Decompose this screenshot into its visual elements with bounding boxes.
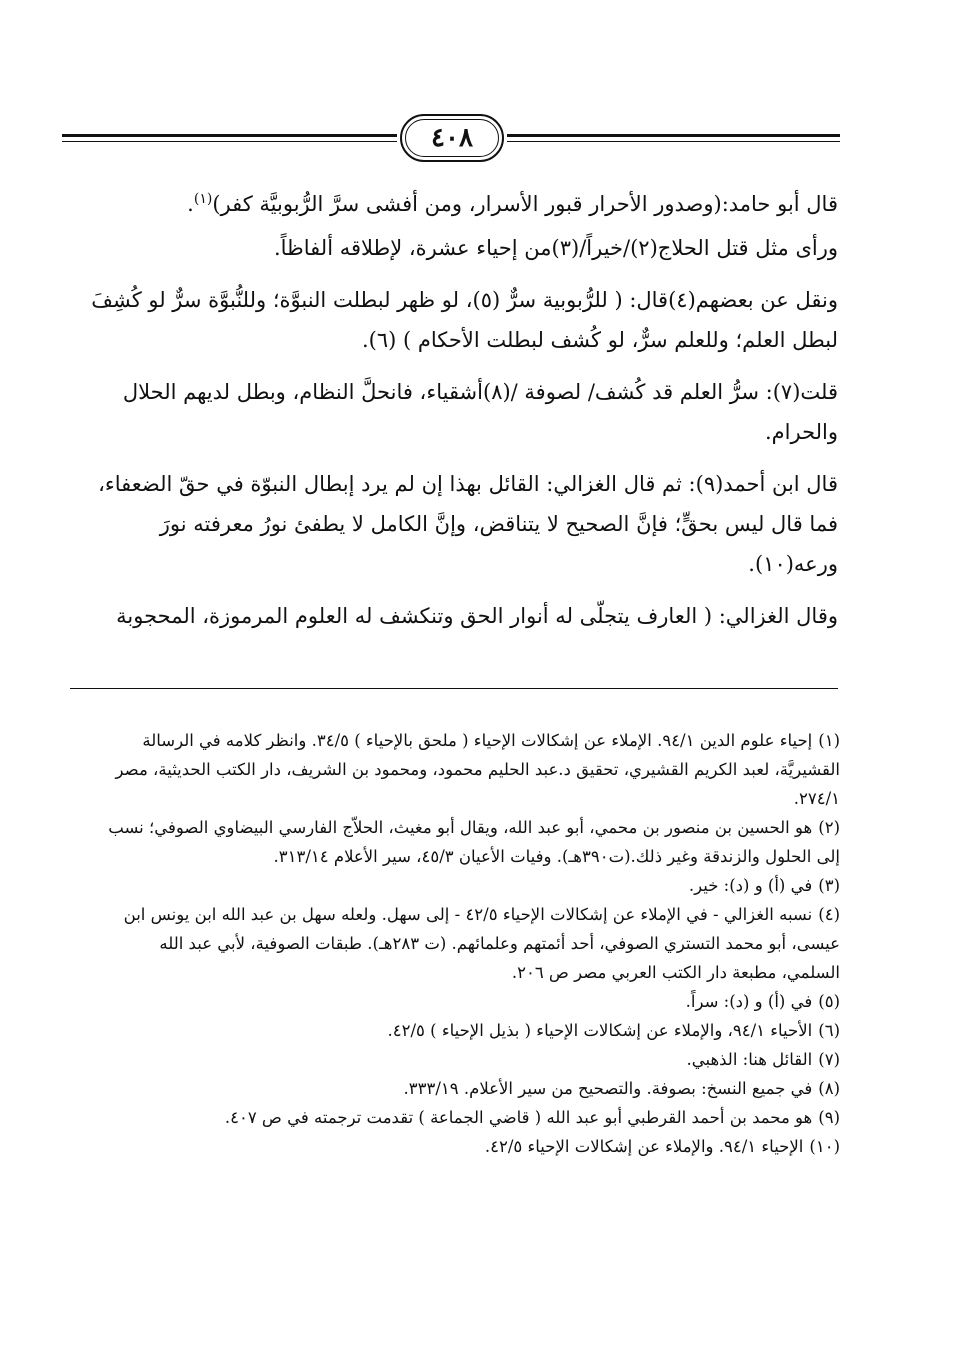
footnote-7: (٧)القائل هنا: الذهبي.: [686, 1050, 840, 1069]
footnote-6: (٦)الأحياء ٩٤/١، والإملاء عن إشكالات الإحياء ( بذيل الإحياء ) ٤٢/٥.: [387, 1021, 840, 1040]
paragraph-5: قال ابن أحمد(٩): ثم قال الغزالي: القائل بهذا إن لم يرد إبطال النبوّة في حقّ الضعفاء، فما قال ليس بحقٍّ؛ فإنَّ الصحيح لا يتناقض، وإنَّ الكامل لا يطفئ نورُ معرفته نورَ ورعه(١٠).: [98, 472, 838, 576]
footnote-1: (١)إحياء علوم الدين ٩٤/١. الإملاء عن إشكالات الإحياء ( ملحق بالإحياء ) ٣٤/٥. وانظر كلامه في الرسالة القشيريَّة، لعبد الكريم القشيري، تحقيق د.عبد الحليم محمود، ومحمود بن الشريف، دار الكتب الحديثية، مصر ٢٧٤/١.: [115, 731, 840, 808]
header-rule-left: [62, 134, 397, 144]
main-text: [70, 184, 838, 648]
footnote-10: (١٠)الإحياء ٩٤/١. والإملاء عن إشكالات الإحياء ٤٢/٥.: [484, 1137, 840, 1156]
page-number-frame: [400, 114, 504, 162]
paragraph-4: قلت(٧): سرُّ العلم قد كُشف/ لصوفة /(٨)أشقياء، فانحلَّ النظام، وبطل لديهم الحلال والحرام.: [122, 380, 838, 444]
footnote-4: (٤)نسبه الغزالي - في الإملاء عن إشكالات الإحياء ٤٢/٥ - إلى سهل. ولعله سهل بن عبد الله ابن يونس ابن عيسى، أبو محمد التستري الصوفي، أحد أئمتهم وعلمائهم. (ت ٢٨٣هـ). طبقات الصوفية، لأبي عبد الله السلمي، مطبعة دار الكتب العربي مصر ص ٢٠٦.: [123, 905, 840, 982]
paragraph-2: ورأى مثل قتل الحلاج(٢)/خيراً/(٣)من إحياء عشرة، لإطلاقه ألفاظاً.: [273, 236, 838, 260]
page-header: [62, 108, 840, 168]
footnote-divider: [70, 688, 838, 689]
paragraph-3: ونقل عن بعضهم(٤)قال: ( للرُّبوبية سرٌّ (٥)، لو ظهر لبطلت النبوَّة؛ وللنُّبوَّة سرٌّ لو كُشِفَ لبطل العلم؛ وللعلم سرٌّ، لو كُشف لبطلت الأحكام ) (٦).: [91, 288, 838, 352]
header-rule-right: [507, 134, 840, 144]
footnote-ref-1: (١): [193, 191, 213, 207]
page-number: ٤٠٨: [431, 123, 473, 153]
footnote-8: (٨)في جميع النسخ: بصوفة. والتصحيح من سير الأعلام. ٣٣٣/١٩.: [403, 1079, 840, 1098]
footnote-5: (٥)في (أ) و (د): سراً.: [685, 992, 840, 1011]
footnote-9: (٩)هو محمد بن أحمد القرطبي أبو عبد الله ( قاضي الجماعة ) تقدمت ترجمته في ص ٤٠٧.: [224, 1108, 840, 1127]
paragraph-1: قال أبو حامد:(وصدور الأحرار قبور الأسرار، ومن أفشى سرَّ الرُّبوبيَّة كفر)$^{(١)}$.: [187, 191, 838, 216]
paragraph-6: وقال الغزالي: ( العارف يتجلّى له أنوار الحق وتنكشف له العلوم المرموزة، المحجوبة: [116, 604, 838, 628]
footnote-3: (٣)في (أ) و (د): خير.: [688, 876, 840, 895]
footnotes: [100, 726, 840, 1161]
footnote-2: (٢)هو الحسين بن منصور بن محمي، أبو عبد الله، ويقال أبو مغيث، الحلاّج الفارسي البيضاوي الصوفي؛ نسب إلى الحلول والزندقة وغير ذلك.(ت٣٩٠هـ). وفيات الأعيان ٤٥/٣، سير الأعلام ٣١٣/١٤.: [108, 818, 840, 866]
